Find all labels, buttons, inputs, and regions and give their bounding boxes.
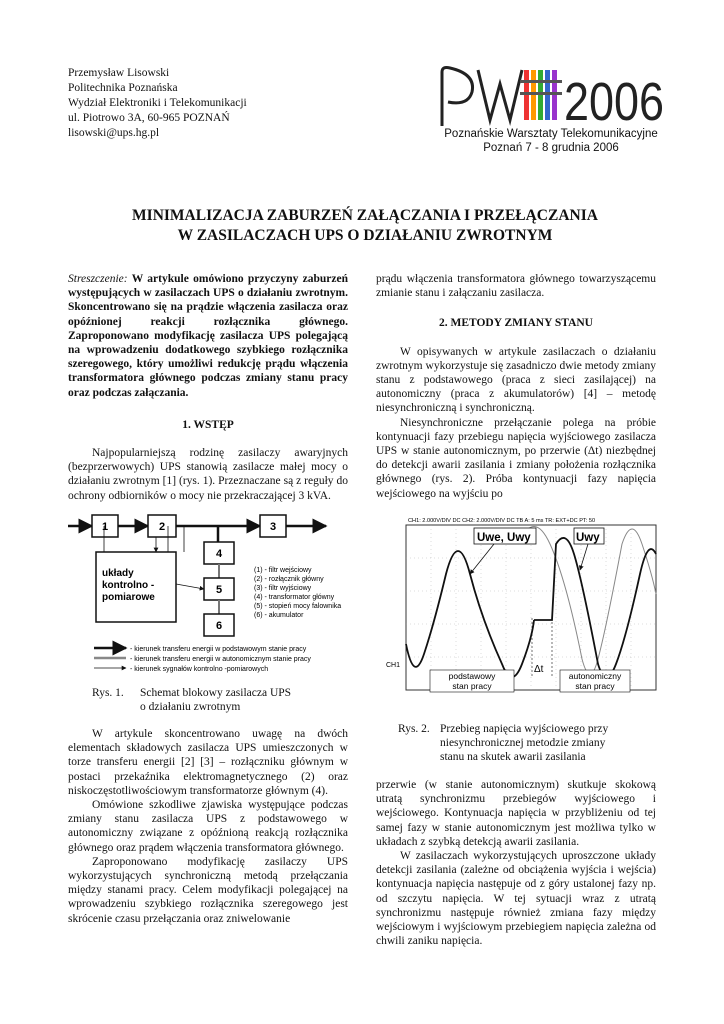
- left-column-bottom: [68, 727, 348, 926]
- figure-2-caption-line-2: niesynchronicznej metodzie zmiany: [440, 737, 606, 749]
- label-uwe-uwy: Uwe, Uwy: [477, 532, 531, 544]
- arrow-legend-2: - kierunek transferu energii w autonomicznym stanie pracy: [130, 656, 311, 663]
- legend-item-1: (1) - filtr wejściowy: [254, 567, 312, 574]
- logo-event: Poznańskie Warsztaty Telekomunikacyjne: [444, 128, 658, 140]
- figure-1-caption-num: Rys. 1.: [92, 687, 124, 699]
- legend-item-2: (2) - rozłącznik główny: [254, 576, 324, 583]
- section-2-paragraph-1: W opisywanych w artykule zasilaczach o działaniu zwrotnym wykorzystuje się zasadniczo dwie metody zmiany stanu z podstawowego (praca z sieci zasilającej) na autonomiczny (praca z akumulatorów) [4] – metodę niesynchroniczną i synchroniczną.: [376, 345, 656, 415]
- block-1-label: 1: [101, 521, 109, 533]
- right-column-top: [376, 272, 656, 501]
- figure-2-caption: [398, 722, 608, 764]
- control-label-2: kontrolno -: [102, 580, 155, 591]
- arrow-legend-3: - kierunek sygnałów kontrolno -pomiarowych: [130, 666, 269, 673]
- block-2-label: 2: [158, 521, 166, 533]
- state-auto-line-1: autonomiczny: [568, 671, 622, 681]
- control-label-3: pomiarowe: [102, 592, 155, 603]
- figure-2-oscilloscope: [384, 514, 660, 694]
- logo-year: 2006: [564, 72, 664, 132]
- paper-title: [60, 206, 670, 246]
- legend-item-5: (5) - stopień mocy falownika: [254, 603, 342, 610]
- block-3-label: 3: [269, 521, 277, 533]
- legend-item-4: (4) - transformator główny: [254, 594, 335, 601]
- block-4-label: 4: [215, 548, 223, 560]
- title-line-2: W ZASILACZACH UPS O DZIAŁANIU ZWROTNYM: [177, 227, 553, 244]
- control-label-1: układy: [102, 568, 134, 579]
- left-column-top: [68, 272, 348, 503]
- figure-1-caption-line-2: o działaniu zwrotnym: [140, 701, 241, 713]
- figure-2-caption-num: Rys. 2.: [398, 723, 430, 735]
- author-email: lisowski@ups.hg.pl: [68, 127, 160, 139]
- title-line-1: MINIMALIZACJA ZABURZEŃ ZAŁĄCZANIA I PRZEŁĄCZANIA: [132, 207, 598, 224]
- abstract: [68, 272, 348, 400]
- figure-1-caption: [92, 686, 291, 714]
- section-1-heading: 1. WSTĘP: [182, 418, 234, 431]
- section-2-paragraph-2: Niesynchroniczne przełączanie polega na próbie kontynuacji fazy przebiegu napięcia wyjściowego zasilacza UPS w stanie autonomicznym, po przerwie (Δt) niezbędnej do detekcji awarii zasilania i zmiany położenia rozłącznika głównego (rys. 2). Próba kontynuacji fazy napięcia wejściowego na wyjściu po: [376, 416, 656, 500]
- state-basic-line-2: stan pracy: [452, 681, 492, 691]
- author-name: Przemysław Lisowski: [68, 67, 170, 79]
- continuation-paragraph: prądu włączenia transformatora głównego towarzyszącemu zmianie stanu i załączaniu zasilacza.: [376, 273, 656, 300]
- legend-item-3: (3) - filtr wyjściowy: [254, 585, 312, 592]
- logo-caption: [432, 127, 670, 155]
- section-2-paragraph-4: W zasilaczach wykorzystujących uproszczone układy detekcji zasilania (zależne od obciążenia wyjścia i wejścia) kontynuacja napięcia następuje od z góry ustalonej fazy np. od szczytu napięcia. W tej sytuacji wraz z utratą synchronizmu następuje również zmiana fazy między wejściowym i wyjściowym przebiegiem napięcia zależna od chwili zaniku napięcia.: [376, 850, 656, 948]
- abstract-text: W artykule omówiono przyczyny zaburzeń występujących w zasilaczach UPS o działaniu zwrotnym. Skoncentrowano się na prądzie włączenia zasilacza oraz opóźnionej reakcji rozłącznika głównego. Zaproponowano modyfikację zasilacza UPS polegającą na wprowadzeniu dodatkowego szybkiego rozłącznika szeregowego, który umożliwi redukcję prądu włączenia transformatora głównego podczas zmiany stanu pracy oraz podczas załączania.: [68, 273, 348, 399]
- author-block: [68, 66, 247, 141]
- figure-2-caption-line-3: stanu na skutek awarii zasilania: [440, 751, 586, 763]
- logo-p-mark: [442, 68, 473, 127]
- section-1-paragraph-1: Najpopularniejszą rodzinę zasilaczy awaryjnych (bezprzerwowych) UPS stanowią zasilacze małej mocy o działaniu zwrotnym [1] (rys. 1). Przeznaczane są z reguły do ochrony odbiorników o mocy nie przekraczającej 3 kVA.: [68, 447, 348, 502]
- right-column-bottom: [376, 778, 656, 948]
- zero-marker: CH1: [386, 662, 401, 669]
- section-2-paragraph-3: przerwie (w stanie autonomicznym) skutkuje skokową utratą synchronizmu przebiegów wyjściowego i wejściowego. Kontynuacja napięcia w przybliżeniu od tej samej fazy w stanie autonomicznym jest możliwa tylko w układach z szybką detekcją awarii zasilania.: [376, 779, 656, 848]
- scope-header: CH1: 2.000V/DIV DC CH2: 2.000V/DIV DC TB A: 5 ms TR: EXT+DC PT: 50: [408, 518, 596, 524]
- figure-2-caption-line-1: Przebieg napięcia wyjściowego przy: [440, 723, 609, 735]
- section-1-paragraph-3: Omówione szkodliwe zjawiska występujące podczas zmiany stanu zasilacza UPS z podstawowego w autonomiczny związane z opóźnioną reakcją rozłącznika głównego oraz prądem włączenia transformatora głównego.: [68, 799, 348, 854]
- block-5-label: 5: [215, 584, 223, 596]
- logo-place-date: Poznań 7 - 8 grudnia 2006: [483, 142, 619, 154]
- figure-1-caption-line-1: Schemat blokowy zasilacza UPS: [140, 687, 292, 699]
- section-1-paragraph-4: Zaproponowano modyfikację zasilaczy UPS wykorzystujących synchroniczną metodą przełączania między stanami pracy. Celem modyfikacji polegającej na wprowadzeniu szybkiego rozłącznika szeregowego jest skrócenie czasu przełączania oraz zniwelowanie: [68, 855, 348, 925]
- section-2-heading: 2. METODY ZMIANY STANU: [439, 317, 593, 330]
- author-institution: Politechnika Poznańska: [68, 82, 178, 94]
- arrow-legend-1: - kierunek transferu energii w podstawowym stanie pracy: [130, 646, 307, 653]
- figure-1-block-diagram: [64, 512, 354, 680]
- abstract-lead: Streszczenie:: [68, 273, 128, 285]
- block-6-label: 6: [215, 620, 223, 632]
- state-auto-line-2: stan pracy: [575, 681, 615, 691]
- legend-item-6: (6) - akumulator: [254, 612, 304, 619]
- section-1-paragraph-2: W artykule skoncentrowano uwagę na dwóch elementach składowych zasilacza UPS umieszczonych w torze transferu energii [2] [3] – rozłączniku głównym w postaci przekaźnika elektromagnetycznego (2) oraz niskoczęstotliwościowym transformatorze głównym (4).: [68, 728, 348, 797]
- state-basic-line-1: podstawowy: [448, 671, 496, 681]
- delta-t-label: Δt: [534, 664, 544, 675]
- logo-w-mark: [478, 70, 522, 120]
- label-uwy: Uwy: [576, 532, 600, 544]
- logo-bars: [520, 70, 562, 120]
- author-address: ul. Piotrowo 3A, 60-965 POZNAŃ: [68, 112, 230, 124]
- author-department: Wydział Elektroniki i Telekomunikacji: [68, 97, 247, 109]
